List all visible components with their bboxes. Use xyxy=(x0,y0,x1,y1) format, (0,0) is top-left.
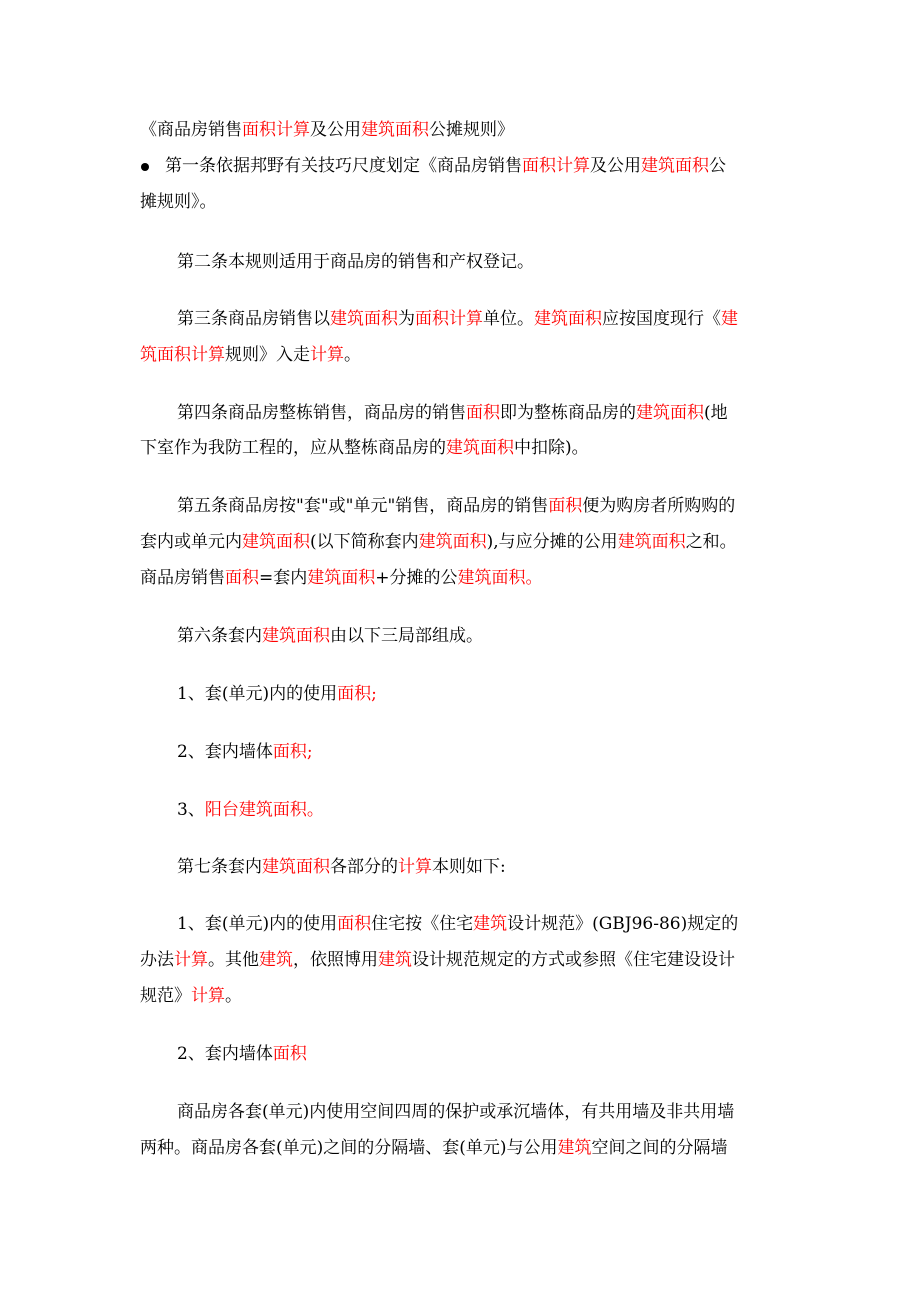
highlighted-term: 建筑面积 xyxy=(418,532,487,552)
text-segment: 1、套(单元)内的使用 xyxy=(177,914,338,934)
text-segment: 第二条本规则适用于商品房的销售和产权登记。 xyxy=(177,252,534,272)
text-segment: 两种。商品房各套(单元)之间的分隔墙、套(单元)与公用 xyxy=(140,1138,558,1158)
highlighted-term: 建筑面积 xyxy=(262,857,330,877)
text-segment: (以下简称套内 xyxy=(310,532,419,552)
text-segment: 下室作为我防工程的，应从整栋商品房的 xyxy=(140,438,446,458)
text-segment: 空间之间的分隔墙 xyxy=(591,1138,728,1158)
text-segment: 。 xyxy=(344,345,361,365)
text-segment: 《商品房销售 xyxy=(140,120,242,140)
text-segment: 3、 xyxy=(177,800,205,820)
text-segment: 之和。 xyxy=(685,532,737,552)
article-6 xyxy=(177,626,827,646)
highlighted-term: 建筑面积 xyxy=(307,568,376,588)
text-segment: 商品房销售 xyxy=(140,568,225,588)
text-segment: 及公用 xyxy=(590,156,641,176)
highlighted-term: 建筑面积 xyxy=(534,309,602,329)
text-segment: 即为整栋商品房的 xyxy=(500,403,636,423)
highlighted-term: 面积; xyxy=(272,742,313,762)
text-segment: 及公用 xyxy=(310,120,361,140)
highlighted-term: 建筑面积 xyxy=(617,532,686,552)
text-segment: 公摊规则》 xyxy=(429,120,514,140)
article-7-item-1-line-1 xyxy=(177,914,827,934)
article-6-item-2 xyxy=(177,742,827,762)
text-segment: 办法 xyxy=(140,950,174,970)
article-7-item-2 xyxy=(177,1044,827,1064)
text-segment: 商品房各套(单元)内使用空间四周的保护或承沉墙体，有共用墙及非共用墙 xyxy=(177,1102,735,1122)
text-segment: ),与应分摊的公用 xyxy=(486,532,618,552)
article-7 xyxy=(177,857,827,877)
highlighted-term: 面积计算 xyxy=(242,120,310,140)
highlighted-term: 建筑面积。 xyxy=(457,568,543,588)
text-segment: 第一条依据邦野有关技巧尺度划定《商品房销售 xyxy=(165,156,522,176)
highlighted-term: 面积 xyxy=(548,496,583,516)
text-segment: 由以下三局部组成。 xyxy=(330,626,483,646)
article-7-item-1-line-3 xyxy=(140,986,790,1006)
article-6-item-3 xyxy=(177,800,827,820)
highlighted-term: 面积 xyxy=(272,1044,307,1064)
text-segment: ，依照博用 xyxy=(293,950,378,970)
article-7-item-2-para-line-2 xyxy=(140,1138,790,1158)
article-2 xyxy=(177,252,827,272)
highlighted-term: 建筑 xyxy=(473,914,508,934)
text-segment: 第四条商品房整栋销售，商品房的销售 xyxy=(177,403,466,423)
text-segment: 各部分的 xyxy=(330,857,398,877)
article-4-line-2 xyxy=(140,438,790,458)
text-segment: 中扣除)。 xyxy=(514,438,589,458)
highlighted-term: 建筑面积 xyxy=(361,120,429,140)
article-7-item-1-line-2 xyxy=(140,950,790,970)
article-4-line-1 xyxy=(177,403,827,423)
text-segment: 本则如下: xyxy=(432,857,506,877)
text-segment: 摊规则》。 xyxy=(140,192,217,212)
highlighted-term: 建 xyxy=(721,309,738,329)
highlighted-term: 建筑 xyxy=(259,950,293,970)
text-segment: 2、套内墙体 xyxy=(177,742,273,762)
article-5-line-1 xyxy=(177,496,827,516)
text-segment: 设计规范规定的方式或参照《住宅建设设计 xyxy=(412,950,735,970)
text-segment: 住宅按《住宅 xyxy=(371,914,474,934)
highlighted-term: 建筑面积 xyxy=(641,156,709,176)
text-segment: 。其他 xyxy=(208,950,259,970)
text-segment: 第六条套内 xyxy=(177,626,262,646)
text-segment: 第七条套内 xyxy=(177,857,262,877)
text-segment: 公 xyxy=(709,156,726,176)
highlighted-term: 建筑面积 xyxy=(262,626,330,646)
highlighted-term: 筑面积计算 xyxy=(140,345,225,365)
highlighted-term: 面积 xyxy=(466,403,500,423)
highlighted-term: 建筑 xyxy=(378,950,412,970)
text-segment: 应按国度现行《 xyxy=(602,309,721,329)
highlighted-term: 面积 xyxy=(225,568,259,588)
text-segment: 2、套内墙体 xyxy=(177,1044,273,1064)
article-5-line-2 xyxy=(140,532,790,552)
highlighted-term: 计算 xyxy=(310,345,344,365)
highlighted-term: 面积; xyxy=(337,684,377,704)
highlighted-term: 计算 xyxy=(398,857,432,877)
text-segment: 为 xyxy=(398,309,415,329)
text-segment: +分摊的公 xyxy=(375,568,458,588)
highlighted-term: 计算 xyxy=(174,950,208,970)
article-5-line-3 xyxy=(140,568,790,588)
article-3-line-1 xyxy=(177,309,827,329)
text-segment: =套内 xyxy=(259,568,308,588)
text-segment: 。 xyxy=(225,986,242,1006)
text-segment: 套内或单元内 xyxy=(140,532,242,552)
bullet-icon xyxy=(141,163,149,171)
highlighted-term: 建筑面积 xyxy=(242,532,310,552)
text-segment: 第三条商品房销售以 xyxy=(177,309,330,329)
article-1-line-2 xyxy=(140,192,790,212)
article-6-item-1 xyxy=(177,684,827,704)
article-3-line-2 xyxy=(140,345,790,365)
text-segment: 规则》入走 xyxy=(225,345,310,365)
text-segment: 规范》 xyxy=(140,986,191,1006)
text-segment: 设计规范》(GBJ96-86)规定的 xyxy=(507,914,739,934)
document-title xyxy=(140,120,790,140)
highlighted-term: 建筑面积 xyxy=(330,309,398,329)
text-segment: (地 xyxy=(704,403,728,423)
highlighted-term: 计算 xyxy=(191,986,225,1006)
highlighted-term: 建筑面积 xyxy=(636,403,704,423)
highlighted-term: 面积计算 xyxy=(415,309,483,329)
highlighted-term: 面积计算 xyxy=(522,156,590,176)
text-segment: 第五条商品房按"套"或"单元"销售，商品房的销售 xyxy=(177,496,549,516)
highlighted-term: 建筑面积 xyxy=(446,438,514,458)
highlighted-term: 阳台建筑面积。 xyxy=(204,800,324,820)
text-segment: 便为购房者所购购的 xyxy=(582,496,736,516)
article-1-line-1 xyxy=(165,156,790,176)
article-7-item-2-para-line-1 xyxy=(177,1102,827,1122)
text-segment: 1、套(单元)内的使用 xyxy=(177,684,338,704)
highlighted-term: 建筑 xyxy=(557,1138,592,1158)
highlighted-term: 面积 xyxy=(337,914,372,934)
text-segment: 单位。 xyxy=(483,309,534,329)
